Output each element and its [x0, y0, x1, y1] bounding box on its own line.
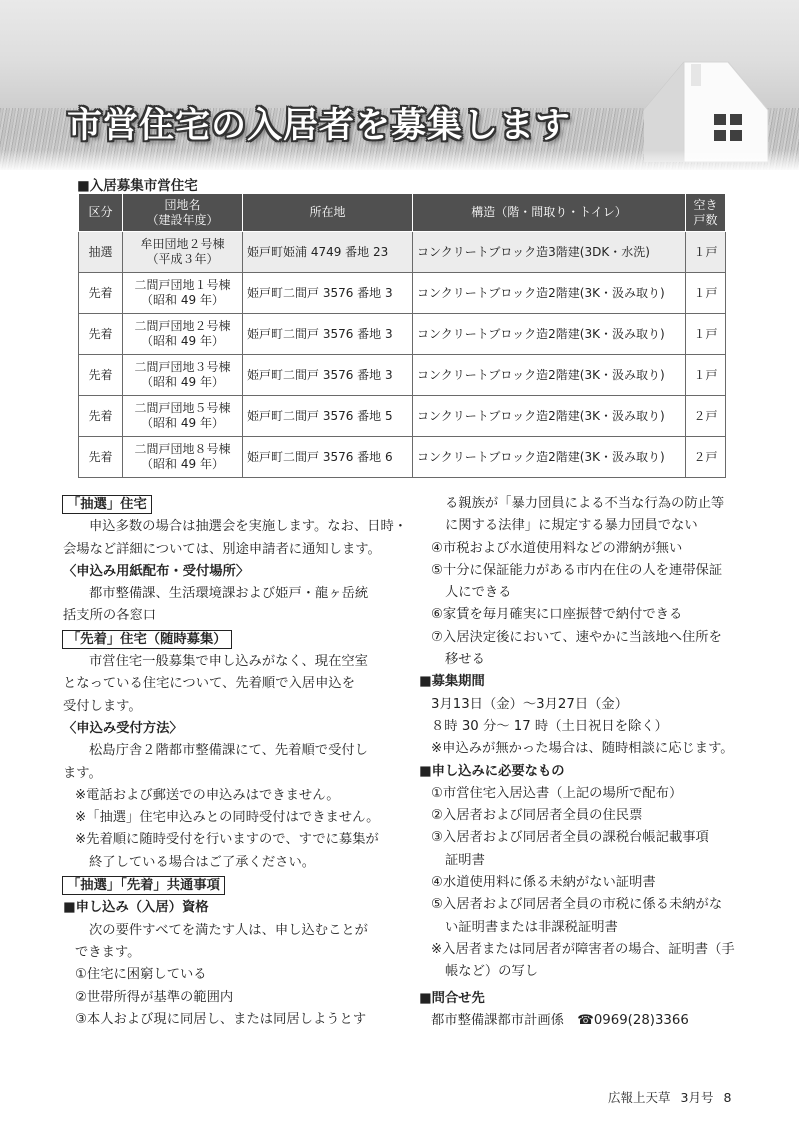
col-kubun: 区分 — [79, 194, 123, 232]
col-structure: 構造（階・間取り・トイレ） — [413, 194, 686, 232]
right-column — [419, 493, 759, 1032]
requirement-item: ③本人および現に同居し、または同居しようとす — [75, 1011, 367, 1027]
lottery-text: 申込多数の場合は抽選会を実施します。なお、日時・ — [89, 519, 408, 535]
note: ※先着順に随時受付を行いますので、すでに募集が — [75, 832, 379, 848]
requirement-item: ⑦入居決定後において、速やかに当該地へ住所を — [431, 629, 722, 645]
document-note: 帳など）の写し — [445, 964, 539, 980]
cell-address: 姫戸町二間戸 3576 番地 6 — [243, 437, 413, 478]
form-subtitle: 〈申込み用紙配布・受付場所〉 — [63, 563, 250, 579]
method-subtitle: 〈申込み受付方法〉 — [63, 720, 183, 736]
cell-kubun: 先着 — [79, 314, 123, 355]
cell-structure: コンクリートブロック造2階建(3K・汲み取り) — [413, 273, 686, 314]
table-heading: ■入居募集市営住宅 — [77, 178, 198, 194]
header-fade — [0, 150, 799, 170]
form-text: 括支所の各窓口 — [63, 608, 157, 624]
document-note: ※入居者または同居者が障害者の場合、証明書（手 — [431, 941, 735, 957]
housing-table — [78, 193, 726, 478]
cell-danchi: 二間戸団地８号棟 （昭和 49 年） — [123, 437, 243, 478]
cell-vacancy: １戸 — [686, 314, 726, 355]
requirement-item: ④市税および水道使用料などの滞納が無い — [431, 540, 683, 556]
cell-danchi: 二間戸団地１号棟 （昭和 49 年） — [123, 273, 243, 314]
document-item: ②入居者および同居者全員の住民票 — [431, 808, 643, 824]
contact-info: 都市整備課都市計画係 ☎0969(28)3366 — [431, 1012, 689, 1028]
page-footer — [608, 1088, 737, 1106]
table-header-row — [79, 194, 726, 232]
common-section-title: 「抽選」「先着」共通事項 — [62, 876, 225, 895]
requirement-item: ⑤十分に保証能力がある市内在住の人を連帯保証 — [431, 562, 723, 578]
cell-danchi: 牟田団地２号棟 （平成３年） — [123, 232, 243, 273]
cell-kubun: 先着 — [79, 437, 123, 478]
cell-kubun: 先着 — [79, 273, 123, 314]
document-item: い証明書または非課税証明書 — [445, 919, 618, 935]
document-item: 証明書 — [445, 852, 485, 868]
table-row — [79, 396, 726, 437]
requirement-item: ②世帯所得が基準の範囲内 — [75, 989, 234, 1005]
period-hours: ８時 30 分～ 17 時（土日祝日を除く） — [431, 718, 668, 734]
requirement-item: ⑥家賃を毎月確実に口座振替で納付できる — [431, 607, 683, 623]
col-address: 所在地 — [243, 194, 413, 232]
cell-kubun: 抽選 — [79, 232, 123, 273]
requirement-item: ①住宅に困窮している — [75, 967, 207, 983]
requirement-item: に関する法律」に規定する暴力団員でない — [445, 518, 698, 534]
issue-label: 3月号 — [680, 1090, 714, 1105]
table-row — [79, 232, 726, 273]
cell-vacancy: ２戸 — [686, 437, 726, 478]
cell-danchi: 二間戸団地２号棟 （昭和 49 年） — [123, 314, 243, 355]
cell-structure: コンクリートブロック造2階建(3K・汲み取り) — [413, 314, 686, 355]
note: ※電話および郵送での申込みはできません。 — [75, 787, 340, 803]
requirement-item: 人にできる — [445, 585, 512, 601]
form-text: 都市整備課、生活環境課および姫戸・龍ヶ岳統 — [89, 586, 369, 602]
first-come-text: となっている住宅について、先着順で入居申込を — [63, 676, 355, 692]
left-column — [63, 493, 408, 1031]
col-vacancy: 空き 戸数 — [686, 194, 726, 232]
cell-structure: コンクリートブロック造2階建(3K・汲み取り) — [413, 396, 686, 437]
qualification-text: できます。 — [75, 944, 141, 960]
contact-heading: ■問合せ先 — [419, 990, 485, 1006]
col-danchi: 団地名 （建設年度） — [123, 194, 243, 232]
document-item: ③入居者および同居者全員の課税台帳記載事項 — [431, 830, 709, 846]
cell-danchi: 二間戸団地５号棟 （昭和 49 年） — [123, 396, 243, 437]
first-come-text: 受付します。 — [63, 698, 142, 714]
lottery-section-title: 「抽選」住宅 — [62, 495, 152, 514]
period-note: ※申込みが無かった場合は、随時相談に応じます。 — [431, 741, 734, 757]
table-row — [79, 355, 726, 396]
cell-address: 姫戸町二間戸 3576 番地 3 — [243, 273, 413, 314]
qualification-heading: ■申し込み（入居）資格 — [63, 900, 209, 916]
table-row — [79, 273, 726, 314]
documents-heading: ■申し込みに必要なもの — [419, 763, 565, 779]
table-row — [79, 437, 726, 478]
cell-danchi: 二間戸団地３号棟 （昭和 49 年） — [123, 355, 243, 396]
requirement-item: る親族が「暴力団員による不当な行為の防止等 — [445, 496, 725, 511]
cell-address: 姫戸町二間戸 3576 番地 3 — [243, 355, 413, 396]
cell-address: 姫戸町二間戸 3576 番地 3 — [243, 314, 413, 355]
table-row — [79, 314, 726, 355]
cell-vacancy: １戸 — [686, 355, 726, 396]
note: ※「抽選」住宅申込みとの同時受付はできません。 — [75, 810, 380, 826]
page-title: 市営住宅の入居者を募集します — [67, 106, 572, 146]
publication-name: 広報上天草 — [608, 1090, 671, 1105]
cell-address: 姫戸町姫浦 4749 番地 23 — [243, 232, 413, 273]
qualification-text: 次の要件すべてを満たす人は、申し込むことが — [89, 922, 368, 938]
cell-address: 姫戸町二間戸 3576 番地 5 — [243, 396, 413, 437]
first-come-section-title: 「先着」住宅（随時募集） — [62, 630, 232, 649]
note: 終了している場合はご了承ください。 — [89, 854, 316, 870]
page-number: 8 — [723, 1090, 732, 1105]
cell-vacancy: ２戸 — [686, 396, 726, 437]
lottery-text: 会場など詳細については、別途申請者に通知します。 — [63, 541, 381, 557]
cell-kubun: 先着 — [79, 396, 123, 437]
document-item: ④水道使用料に係る未納がない証明書 — [431, 875, 656, 891]
cell-structure: コンクリートブロック造2階建(3K・汲み取り) — [413, 437, 686, 478]
document-item: ①市営住宅入居込書（上記の場所で配布） — [431, 785, 683, 801]
document-item: ⑤入居者および同居者全員の市税に係る未納がな — [431, 897, 723, 913]
method-text: 松島庁舎２階都市整備課にて、先着順で受付し — [89, 743, 368, 759]
cell-vacancy: １戸 — [686, 273, 726, 314]
requirement-item: 移せる — [445, 652, 485, 668]
cell-structure: コンクリートブロック造3階建(3DK・水洗) — [413, 232, 686, 273]
cell-structure: コンクリートブロック造2階建(3K・汲み取り) — [413, 355, 686, 396]
first-come-text: 市営住宅一般募集で申し込みがなく、現在空室 — [89, 654, 368, 670]
period-heading: ■募集期間 — [419, 674, 485, 690]
period-dates: 3月13日（金）～3月27日（金） — [431, 696, 629, 712]
cell-kubun: 先着 — [79, 355, 123, 396]
cell-vacancy: １戸 — [686, 232, 726, 273]
method-text: ます。 — [63, 765, 102, 781]
